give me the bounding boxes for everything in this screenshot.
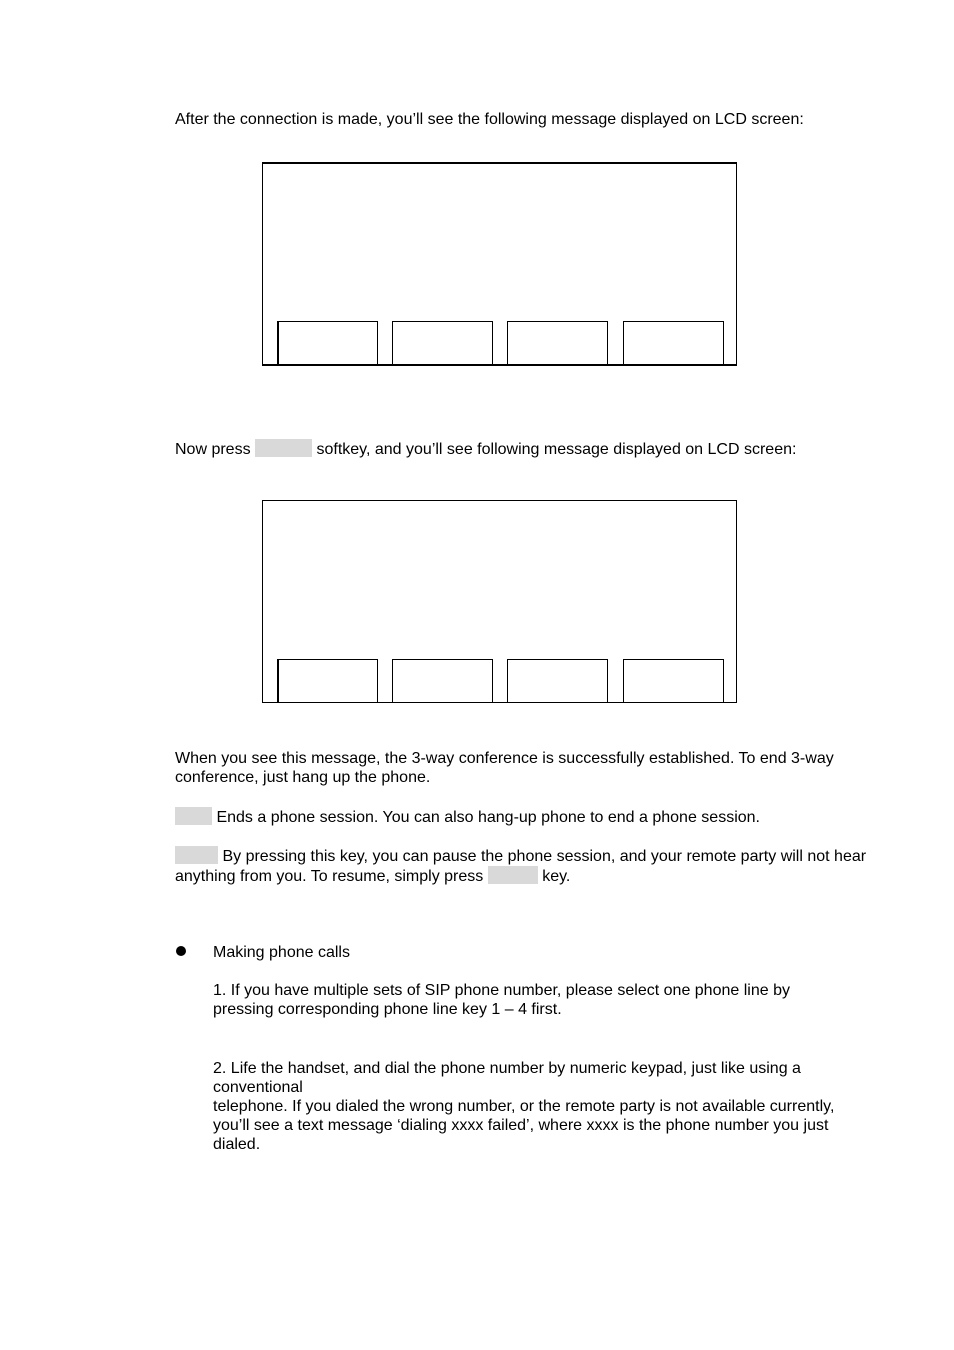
hold-key-text: By pressing this key, you can pause the phone session, and your remote party will not hear anything from you. To resume, simply press <box>175 848 867 885</box>
softkey-placeholder <box>255 439 312 457</box>
conference-paragraph: When you see this message, the 3-way conference is successfully established. To end 3-way conference, just hang up the phone. <box>175 750 834 786</box>
lcd-softkey-4 <box>623 659 724 702</box>
lcd-screen-2 <box>262 500 737 703</box>
press-text-before: Now press <box>175 441 251 458</box>
step-2-line-1: 2. Life the handset, and dial the phone number by numeric keypad, just like using a conventional <box>213 1060 801 1096</box>
lcd-softkey-2 <box>392 321 493 364</box>
hold-key-paragraph <box>175 846 870 886</box>
hold-key-text-after: key. <box>542 868 571 885</box>
bullet-dot-icon <box>176 946 186 956</box>
lcd-softkey-1 <box>277 659 378 702</box>
lcd-softkey-1 <box>277 321 378 364</box>
step-2-line-2: telephone. If you dialed the wrong number, or the remote party is not available currently, you’ll see a text message ‘dialing xxxx failed’, where xxxx is the phone number you just dialed. <box>213 1098 835 1153</box>
lcd-softkey-3 <box>507 659 608 702</box>
hold-key-placeholder <box>175 846 218 864</box>
intro-paragraph: After the connection is made, you’ll see the following message displayed on LCD screen: <box>175 111 804 128</box>
end-key-paragraph <box>175 807 875 827</box>
lcd-screen-1 <box>262 162 737 366</box>
resume-key-placeholder <box>488 866 538 884</box>
lcd-softkey-2 <box>392 659 493 702</box>
end-key-placeholder <box>175 807 212 825</box>
lcd-softkey-4 <box>623 321 724 364</box>
bullet-heading: Making phone calls <box>213 944 350 961</box>
lcd-softkey-3 <box>507 321 608 364</box>
end-key-text: Ends a phone session. You can also hang-up phone to end a phone session. <box>216 809 760 826</box>
press-text-after: softkey, and you’ll see following message displayed on LCD screen: <box>316 441 797 458</box>
step-1: 1. If you have multiple sets of SIP phone number, please select one phone line by pressing corresponding phone line key 1 – 4 first. <box>213 982 790 1018</box>
press-paragraph <box>175 439 875 459</box>
